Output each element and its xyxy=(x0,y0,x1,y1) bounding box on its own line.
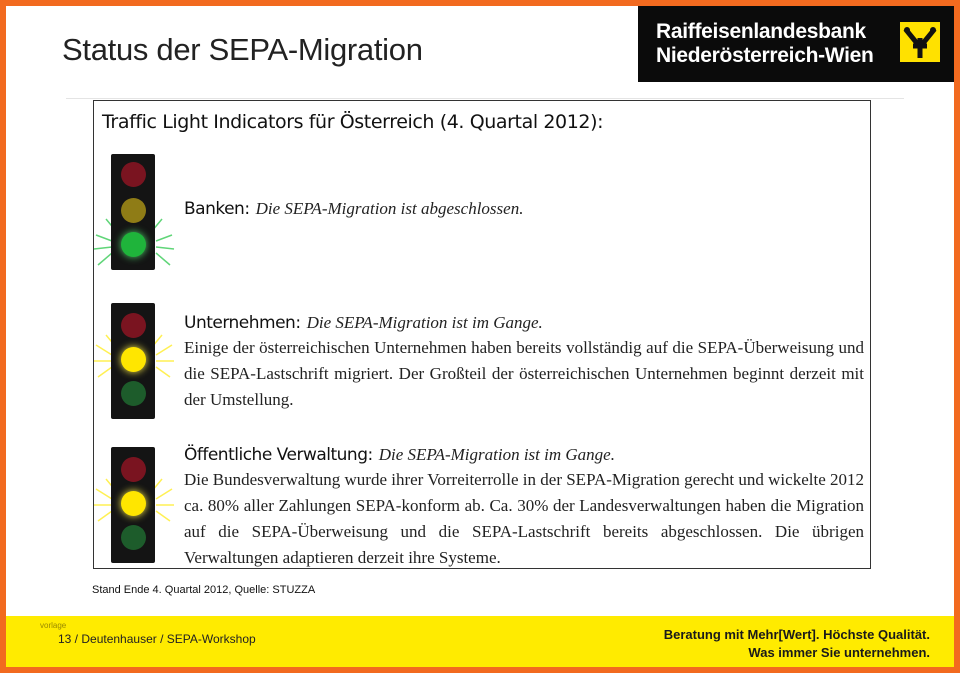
traffic-light-verwaltung xyxy=(111,447,155,563)
traffic-light-banken xyxy=(111,154,155,270)
slide xyxy=(6,6,954,667)
raiffeisen-gable-cross-icon xyxy=(900,22,940,62)
item-label: Öffentliche Verwaltung: xyxy=(184,445,373,465)
footer-bar xyxy=(6,616,954,667)
red-lamp xyxy=(121,313,146,338)
logo-line-1: Raiffeisenlandesbank xyxy=(656,20,866,43)
green-lamp xyxy=(121,381,146,406)
yellow-lamp xyxy=(121,198,146,223)
traffic-light-unternehmen xyxy=(111,303,155,419)
green-lamp xyxy=(121,232,146,257)
item-verwaltung xyxy=(184,445,864,571)
header-divider xyxy=(66,98,904,99)
yellow-lamp xyxy=(121,347,146,372)
slogan-line-2: Was immer Sie unternehmen. xyxy=(748,645,930,660)
item-label: Banken: xyxy=(184,199,250,219)
source-note: Stand Ende 4. Quartal 2012, Quelle: STUZZA xyxy=(92,584,316,596)
bank-logo xyxy=(638,6,954,82)
item-status: Die SEPA-Migration ist im Gange. xyxy=(306,313,543,332)
item-banken xyxy=(184,199,864,219)
red-lamp xyxy=(121,162,146,187)
logo-line-2: Niederösterreich-Wien xyxy=(656,44,874,67)
item-description: Die Bundesverwaltung wurde ihrer Vorreiterrolle in der SEPA-Migration gerecht und wickelte 2012 ca. 80% aller Zahlungen SEPA-konform ab. Ca. 30% der Landesverwaltungen haben die Migration auf die SEPA-Überweisung und die SEPA-Lastschrift bereits abgeschlossen. Die übrigen Verwaltungen adaptieren derzeit ihre Systeme. xyxy=(184,470,864,567)
traffic-light-panel xyxy=(93,100,871,569)
page-info: 13 / Deutenhauser / SEPA-Workshop xyxy=(58,632,256,646)
item-status: Die SEPA-Migration ist abgeschlossen. xyxy=(255,199,524,218)
panel-heading: Traffic Light Indicators für Österreich (4. Quartal 2012): xyxy=(102,111,604,133)
slogan-line-1: Beratung mit Mehr[Wert]. Höchste Qualität. xyxy=(663,627,930,642)
green-lamp xyxy=(121,525,146,550)
item-status: Die SEPA-Migration ist im Gange. xyxy=(378,445,615,464)
yellow-lamp xyxy=(121,491,146,516)
item-unternehmen xyxy=(184,313,864,413)
red-lamp xyxy=(121,457,146,482)
page-title: Status der SEPA-Migration xyxy=(62,32,423,67)
item-label: Unternehmen: xyxy=(184,313,301,333)
item-description: Einige der österreichischen Unternehmen haben bereits vollständig auf die SEPA-Überweisung und die SEPA-Lastschrift migriert. Der Großteil der österreichischen Unternehmen beginnt derzeit mit der Umstellung. xyxy=(184,338,864,409)
template-label: vorlage xyxy=(40,621,67,630)
